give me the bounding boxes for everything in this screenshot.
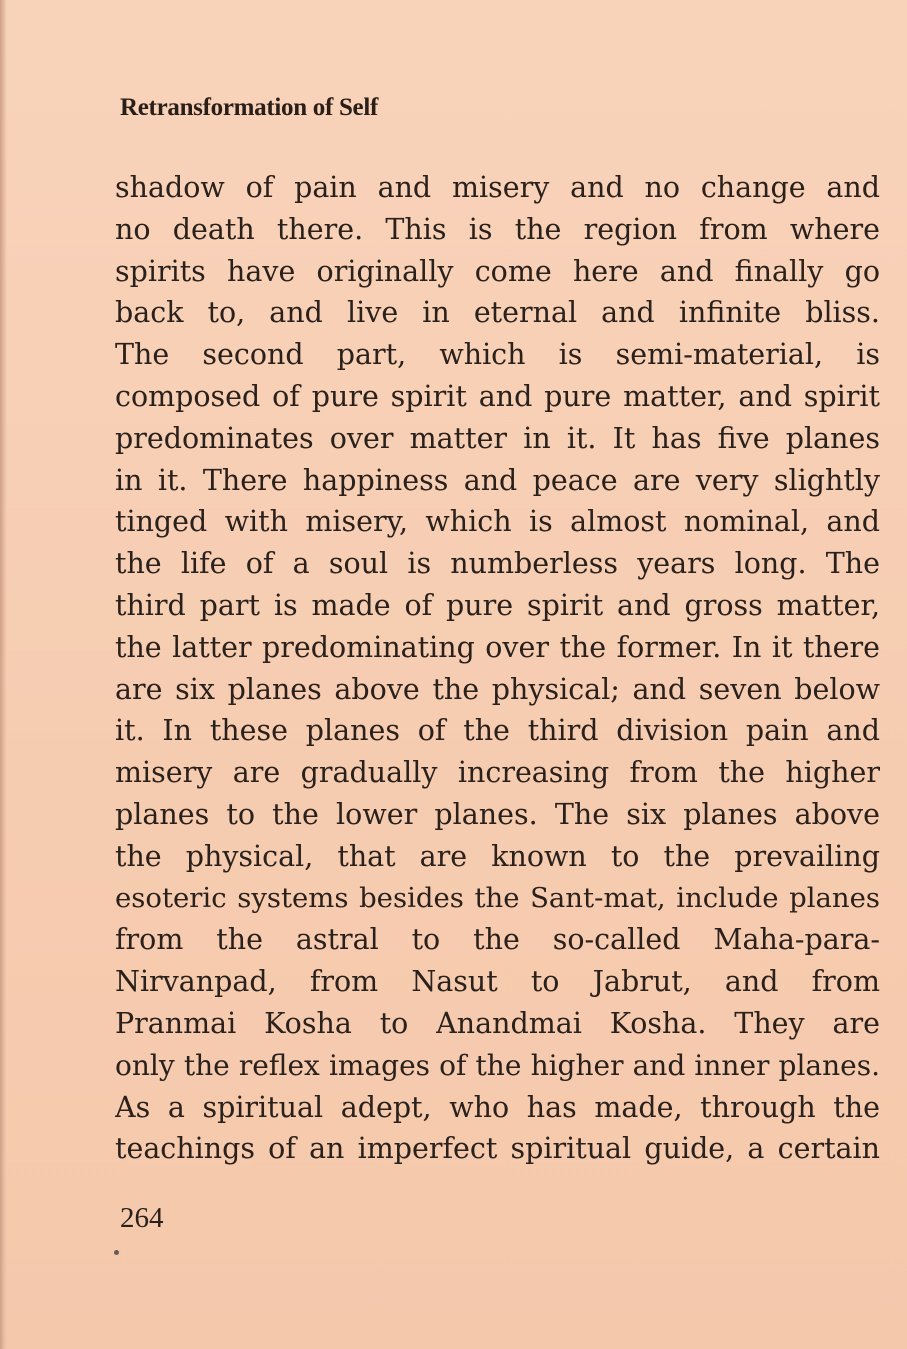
text-line: esoteric systems besides the Sant-mat, include planes [115, 881, 880, 914]
text-line: the physical, that are known to the prevailing [115, 839, 880, 873]
text-line: teachings of an imperfect spiritual guide, a certain [115, 1132, 880, 1166]
text-line: planes to the lower planes. The six planes above [115, 797, 880, 831]
page-number: 264 [120, 1202, 164, 1234]
text-line: predominates over matter in it. It has five planes [115, 421, 880, 455]
text-line: Nirvanpad, from Nasut to Jabrut, and from [115, 965, 880, 999]
text-line: from the astral to the so-called Maha-para- [115, 923, 880, 957]
text-line: misery are gradually increasing from the higher [115, 756, 880, 790]
text-line: only the reflex images of the higher and inner planes. [115, 1048, 880, 1082]
text-line: Pranmai Kosha to Anandmai Kosha. They are [115, 1006, 880, 1040]
text-line: the life of a soul is numberless years long. The [115, 547, 880, 581]
text-line: are six planes above the physical; and seven below [115, 672, 880, 706]
text-line: third part is made of pure spirit and gross matter, [115, 588, 880, 622]
text-line: composed of pure spirit and pure matter, and spirit [115, 379, 880, 413]
text-line: in it. There happiness and peace are very slightly [115, 463, 880, 497]
text-line: tinged with misery, which is almost nominal, and [115, 505, 880, 539]
text-line: As a spiritual adept, who has made, through the [115, 1090, 880, 1124]
text-line: spirits have originally come here and finally go [115, 254, 880, 288]
text-line: it. In these planes of the third division pain and [115, 714, 880, 748]
text-line: The second part, which is semi-material, is [115, 338, 880, 372]
ink-speck [114, 1250, 119, 1255]
running-title: Retransformation of Self [120, 94, 379, 121]
text-line: no death there. This is the region from where [115, 212, 880, 246]
text-line: the latter predominating over the former. In it there [115, 630, 880, 664]
body-text [115, 167, 880, 1170]
text-line: back to, and live in eternal and infinite bliss. [115, 296, 880, 330]
page-spine-shadow [0, 0, 7, 1349]
text-line: shadow of pain and misery and no change and [115, 171, 880, 204]
